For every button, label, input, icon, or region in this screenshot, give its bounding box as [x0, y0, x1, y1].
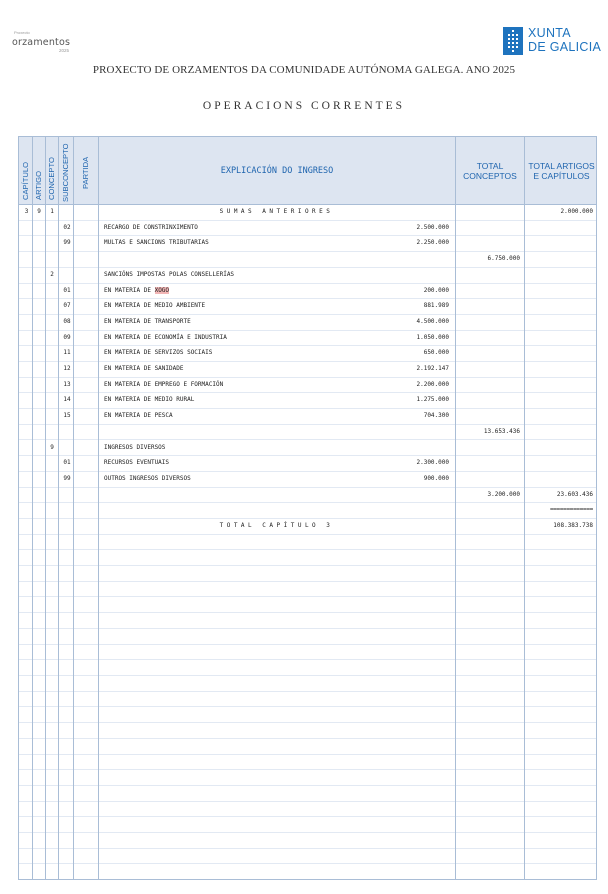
- table-row: [19, 408, 597, 423]
- xunta-line1: XUNTA: [528, 26, 571, 40]
- table-row: [19, 220, 597, 235]
- grid-line: [19, 534, 597, 535]
- cell-importe: 1.275.000: [416, 396, 449, 403]
- cell-explicacion: SANCIÓNS IMPOSTAS POLAS CONSELLERÍAS: [104, 271, 235, 278]
- cell-subconcepto: 02: [63, 224, 71, 231]
- xunta-emblem-icon: [503, 27, 523, 55]
- grid-line: [19, 581, 597, 582]
- cell-explicacion: EN MATERIA DE XOGO: [104, 287, 170, 294]
- header-concepto: CONCEPTO: [47, 157, 56, 200]
- table-row: [19, 345, 597, 360]
- table-row: [19, 267, 597, 282]
- grid-line: [19, 816, 597, 817]
- header-partida: PARTIDA: [81, 156, 90, 189]
- table-row: [19, 424, 597, 439]
- header-subconcepto: SUBCONCEPTO: [61, 143, 70, 202]
- grid-line: [19, 706, 597, 707]
- table-row: [19, 361, 597, 376]
- cell-explicacion: EN MATERIA DE SERVIZOS SOCIAIS: [104, 349, 213, 356]
- cell-subconcepto: 08: [63, 318, 71, 325]
- cell-subconcepto: 99: [63, 475, 71, 482]
- table-row: [19, 314, 597, 329]
- header-artigo: ARTIGO: [34, 171, 43, 200]
- xunta-text: [528, 26, 601, 54]
- cell-subconcepto: 01: [63, 459, 71, 466]
- page-subtitle: OPERACIONS CORRENTES: [202, 100, 406, 112]
- cell-explicacion: TOTAL CAPÍTULO 3: [219, 522, 334, 529]
- table-row: [19, 235, 597, 250]
- cell-explicacion: RECARGO DE CONSTRINXIMENTO: [104, 224, 198, 231]
- grid-line: [19, 879, 597, 880]
- cell-importe: 2.200.000: [416, 381, 449, 388]
- grid-line: [19, 769, 597, 770]
- xunta-line2: DE GALICIA: [528, 40, 602, 54]
- cell-total-artigos: 108.383.738: [553, 522, 593, 529]
- cell-explicacion: RECURSOS EVENTUAIS: [104, 459, 170, 466]
- cell-explicacion: MULTAS E SANCIONS TRIBUTARIAS: [104, 239, 209, 246]
- cell-capitulo: 3: [24, 208, 29, 215]
- cell-subconcepto: 14: [63, 396, 71, 403]
- cell-explicacion: EN MATERIA DE PESCA: [104, 412, 173, 419]
- cell-importe: 2.192.147: [416, 365, 449, 372]
- grid-line: [19, 596, 597, 597]
- cell-importe: 1.050.000: [416, 334, 449, 341]
- grid-line: [19, 801, 597, 802]
- cell-explicacion: EN MATERIA DE TRANSPORTE: [104, 318, 191, 325]
- cell-importe: 650.000: [423, 349, 449, 356]
- cell-importe: 2.300.000: [416, 459, 449, 466]
- grid-line: [19, 675, 597, 676]
- cell-total-conceptos: 6.750.000: [487, 255, 520, 262]
- cell-importe: 2.250.000: [416, 239, 449, 246]
- highlighted-text: XOGO: [154, 287, 170, 294]
- cell-explicacion: OUTROS INGRESOS DIVERSOS: [104, 475, 191, 482]
- cell-explicacion: SUMAS ANTERIORES: [219, 208, 334, 215]
- table-row: [19, 298, 597, 313]
- table-row: [19, 330, 597, 345]
- table-row: [19, 455, 597, 470]
- grid-line: [19, 659, 597, 660]
- cell-subconcepto: 11: [63, 349, 71, 356]
- cell-subconcepto: 01: [63, 287, 71, 294]
- table-row: [19, 518, 597, 533]
- grid-line: [19, 785, 597, 786]
- cell-importe: 4.500.000: [416, 318, 449, 325]
- table-row: [19, 283, 597, 298]
- cell-importe: 900.000: [423, 475, 449, 482]
- cell-subconcepto: 09: [63, 334, 71, 341]
- cell-concepto: 1: [50, 208, 54, 215]
- table-row: [19, 487, 597, 502]
- cell-total-conceptos: 3.200.000: [487, 491, 520, 498]
- grid-line: [19, 691, 597, 692]
- cell-total-conceptos: 13.653.436: [483, 428, 520, 435]
- cell-explicacion: EN MATERIA DE MEDIO RURAL: [104, 396, 195, 403]
- table-row: [19, 440, 597, 455]
- cell-subconcepto: 13: [63, 381, 71, 388]
- xunta-de-galicia-logo: [503, 26, 603, 56]
- header-total-artigos: TOTAL ARTIGOS E CAPÍTULOS: [528, 160, 595, 181]
- grid-line: [19, 722, 597, 723]
- cell-subconcepto: 15: [63, 412, 71, 419]
- cell-artigo: 9: [37, 208, 41, 215]
- grid-line: [19, 628, 597, 629]
- grid-line: [19, 848, 597, 849]
- table-row: [19, 251, 597, 266]
- cell-total-artigos: 2.000.000: [560, 208, 593, 215]
- header-total-conceptos: TOTAL CONCEPTOS: [463, 160, 517, 181]
- cell-importe: 200.000: [423, 287, 449, 294]
- table-row: [19, 377, 597, 392]
- logo-year-text: 2025: [59, 48, 70, 53]
- cell-explicacion: EN MATERIA DE MEDIO AMBIENTE: [104, 302, 206, 309]
- cell-concepto: 2: [50, 271, 54, 278]
- table-row: [19, 471, 597, 486]
- grid-line: [19, 549, 597, 550]
- cell-importe: 2.500.000: [416, 224, 449, 231]
- grid-line: [19, 863, 597, 864]
- cell-concepto: 9: [50, 444, 54, 451]
- cell-subconcepto: 07: [63, 302, 71, 309]
- cell-importe: 881.989: [423, 302, 449, 309]
- table-row: [19, 502, 597, 517]
- logo-brand-text: orzamentos: [12, 37, 71, 48]
- cell-importe: 704.300: [423, 412, 449, 419]
- cell-explicacion: EN MATERIA DE SANIDADE: [104, 365, 184, 372]
- cell-explicacion: INGRESOS DIVERSOS: [104, 444, 166, 451]
- page-title: PROXECTO DE ORZAMENTOS DA COMUNIDADE AUTÓNOMA GALEGA. ANO 2025: [92, 64, 516, 76]
- orzamentos-logo: [12, 30, 82, 58]
- cell-subconcepto: 99: [63, 239, 71, 246]
- cell-subconcepto: 12: [63, 365, 71, 372]
- logo-proxecto-text: Proxecto: [14, 30, 30, 35]
- header-explicacion: EXPLICACIÓN DO INGRESO: [220, 165, 334, 176]
- grid-line: [19, 754, 597, 755]
- header-capitulo: CAPÍTULO: [21, 162, 30, 200]
- budget-table: [18, 136, 597, 880]
- grid-line: [19, 738, 597, 739]
- table-row: [19, 392, 597, 407]
- cell-total-artigos: 23.603.436: [556, 491, 593, 498]
- grid-line: [19, 644, 597, 645]
- table-row: [19, 204, 597, 219]
- grid-line: [19, 565, 597, 566]
- cell-explicacion: EN MATERIA DE ECONOMÍA E INDUSTRIA: [104, 334, 227, 341]
- grid-line: [19, 612, 597, 613]
- cell-explicacion: EN MATERIA DE EMPREGO E FORMACIÓN: [104, 381, 224, 388]
- grid-line: [19, 832, 597, 833]
- cell-total-artigos: =============: [549, 506, 593, 513]
